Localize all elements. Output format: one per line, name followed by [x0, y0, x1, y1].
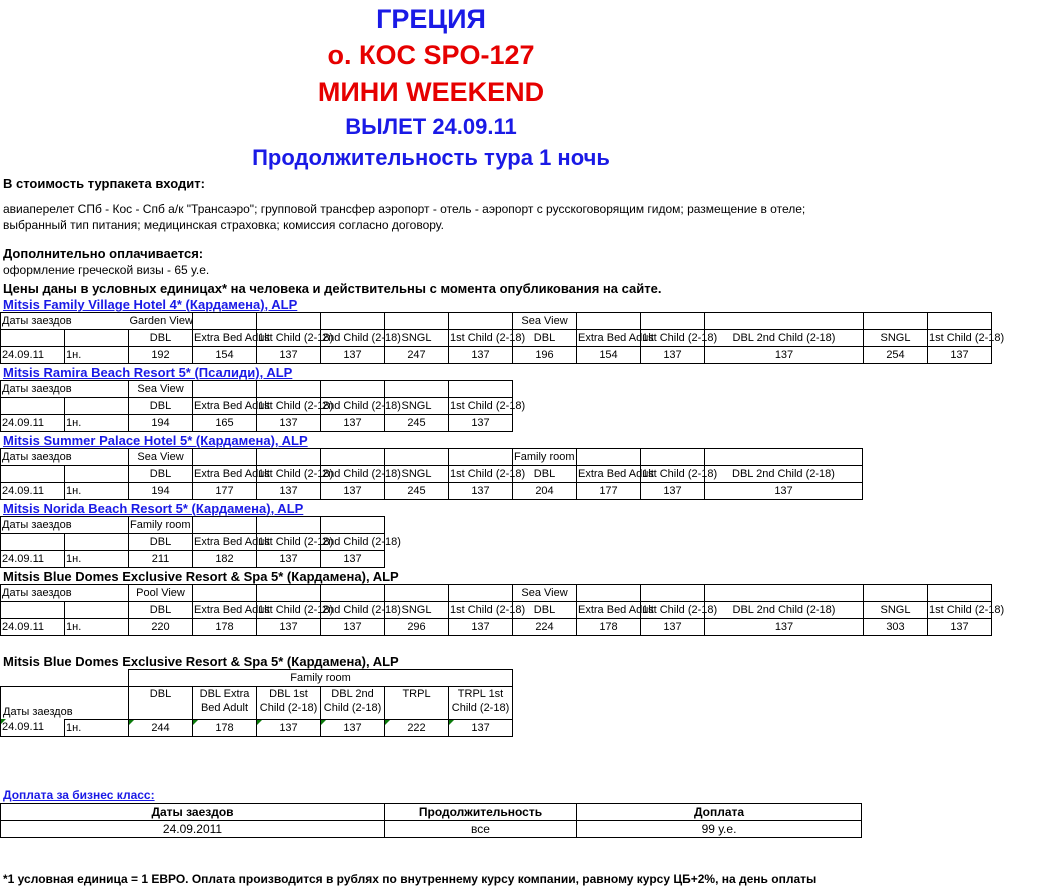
col-header: SNGL [385, 398, 449, 415]
col-header: Extra Bed Adult [193, 534, 257, 551]
arrival-date: 24.09.11 [1, 415, 65, 432]
col-header: Extra Bed Adult [577, 602, 641, 619]
price-cell: 137 [321, 719, 385, 736]
price-cell: 245 [385, 483, 449, 500]
col-header: DBL [129, 398, 193, 415]
price-cell: 303 [864, 619, 928, 636]
room-type: Pool View [129, 585, 193, 602]
room-type: Sea View [513, 585, 577, 602]
price-cell: 137 [449, 415, 513, 432]
price-cell: 182 [193, 551, 257, 568]
price-cell: 137 [257, 483, 321, 500]
visa-fee: оформление греческой визы - 65 у.е. [3, 263, 210, 277]
price-cell: 178 [193, 719, 257, 736]
col-header: DBL 2nd Child (2-18) [321, 687, 385, 720]
col-header: DBL 1st Child (2-18) [257, 687, 321, 720]
price-cell: 222 [385, 719, 449, 736]
price-cell: 137 [705, 347, 864, 364]
col-header: 2nd Child (2-18) [321, 534, 385, 551]
col-header: 1st Child (2-18) [928, 602, 992, 619]
price-cell: 296 [385, 619, 449, 636]
col-header: 2nd Child (2-18) [321, 330, 385, 347]
price-cell: 224 [513, 619, 577, 636]
price-cell: 137 [449, 719, 513, 736]
col-header: DBL [129, 687, 193, 720]
price-cell: 177 [577, 483, 641, 500]
col-header: 1st Child (2-18) [641, 466, 705, 483]
table-row [1, 821, 862, 838]
price-cell: 211 [129, 551, 193, 568]
col-header: 1st Child (2-18) [641, 330, 705, 347]
price-cell: 137 [257, 619, 321, 636]
price-table-2 [0, 380, 526, 432]
dates-label: Даты заездов [1, 517, 65, 534]
price-cell: 137 [321, 551, 385, 568]
hotel-link-2[interactable]: Mitsis Ramira Beach Resort 5* (Псалиди), ALP [3, 365, 293, 380]
price-cell: 137 [257, 347, 321, 364]
hotel-link-3[interactable]: Mitsis Summer Palace Hotel 5* (Кардамена), ALP [3, 433, 308, 448]
arrival-date: Даты заездов 24.09.11 [1, 719, 65, 736]
arrival-date: 24.09.11 [1, 551, 65, 568]
col-header: 1st Child (2-18) [257, 330, 321, 347]
price-cell: 247 [385, 347, 449, 364]
col-header: DBL 2nd Child (2-18) [705, 602, 864, 619]
col-header: 1st Child (2-18) [449, 330, 513, 347]
price-cell: 178 [193, 619, 257, 636]
col-header: 2nd Child (2-18) [321, 398, 385, 415]
table-row [1, 347, 992, 364]
room-type: Family room [513, 449, 577, 466]
col-header: 2nd Child (2-18) [321, 602, 385, 619]
room-type: Family room [129, 670, 513, 687]
price-cell: 177 [193, 483, 257, 500]
price-cell: 137 [641, 483, 705, 500]
col-header: 2nd Child (2-18) [321, 466, 385, 483]
price-table-3 [0, 448, 863, 500]
col-header: SNGL [385, 466, 449, 483]
dates-label: Даты заездов [1, 585, 65, 602]
col-header: DBL [129, 602, 193, 619]
room-type: Sea View [129, 449, 193, 466]
col-header: 1st Child (2-18) [928, 330, 992, 347]
included-line-2: выбранный тип питания; медицинская страховка; комиссия согласно договору. [3, 218, 444, 232]
price-cell: 137 [257, 415, 321, 432]
price-cell: 137 [449, 483, 513, 500]
price-cell: 137 [641, 347, 705, 364]
business-class-heading: Доплата за бизнес класс: [3, 788, 155, 802]
col-header: DBL [513, 602, 577, 619]
business-surcharge: 99 у.е. [577, 821, 862, 838]
price-cell: 137 [321, 415, 385, 432]
hotel-title-5: Mitsis Blue Domes Exclusive Resort & Spa 5* (Кардамена), ALP [3, 569, 399, 584]
nights: 1н. [65, 347, 129, 364]
col-header: 1st Child (2-18) [257, 466, 321, 483]
nights: 1н. [65, 415, 129, 432]
col-header: Доплата [577, 804, 862, 821]
included-line-1: авиаперелет СПб - Кос - Спб а/к "Трансаэро"; групповой трансфер аэропорт - отель - аэропорт с русскоговорящим гидом; размещение в отеле; [3, 202, 806, 216]
col-header: DBL [513, 330, 577, 347]
price-cell: 137 [321, 483, 385, 500]
table-row [1, 483, 863, 500]
hotel-title-6: Mitsis Blue Domes Exclusive Resort & Spa 5* (Кардамена), ALP [3, 654, 399, 669]
room-type: Garden View [129, 313, 193, 330]
col-header: 1st Child (2-18) [257, 534, 321, 551]
price-cell: 220 [129, 619, 193, 636]
table-row [1, 719, 513, 736]
nights: 1н. [65, 551, 129, 568]
price-cell: 194 [129, 415, 193, 432]
prices-note: Цены даны в условных единицах* на человека и действительны с момента опубликования на сайте. [3, 281, 662, 296]
program-title: МИНИ WEEKEND [317, 77, 545, 107]
price-table-5 [0, 584, 1005, 636]
price-cell: 137 [321, 619, 385, 636]
col-header: SNGL [864, 330, 928, 347]
col-header: Extra Bed Adult [193, 466, 257, 483]
nights: 1н. [65, 483, 129, 500]
table-row [1, 551, 385, 568]
price-cell: 254 [864, 347, 928, 364]
price-cell: 178 [577, 619, 641, 636]
extra-heading: Дополнительно оплачивается: [3, 246, 204, 261]
price-cell: 137 [321, 347, 385, 364]
room-type: Family room [129, 517, 193, 534]
col-header: Extra Bed Adult [193, 398, 257, 415]
price-cell: 137 [928, 619, 992, 636]
hotel-link-4[interactable]: Mitsis Norida Beach Resort 5* (Кардамена), ALP [3, 501, 304, 516]
col-header: 1st Child (2-18) [449, 466, 513, 483]
price-cell: 194 [129, 483, 193, 500]
col-header: DBL 2nd Child (2-18) [705, 466, 863, 483]
col-header: SNGL [385, 330, 449, 347]
col-header: 1st Child (2-18) [449, 602, 513, 619]
currency-footnote: *1 условная единица = 1 ЕВРО. Оплата производится в рублях по внутреннему курсу компании, равному курсу ЦБ+2%, на день оплаты [3, 872, 817, 886]
price-cell: 245 [385, 415, 449, 432]
price-cell: 137 [705, 619, 864, 636]
duration-title: Продолжительность тура 1 ночь [252, 145, 610, 170]
col-header: Даты заездов [1, 804, 385, 821]
price-cell: 137 [449, 619, 513, 636]
col-header: SNGL [864, 602, 928, 619]
price-cell: 137 [641, 619, 705, 636]
arrival-date: 24.09.11 [1, 483, 65, 500]
dates-label: Даты заездов [1, 313, 65, 330]
price-table-6 [0, 669, 513, 737]
col-header: TRPL [385, 687, 449, 720]
col-header: SNGL [385, 602, 449, 619]
arrival-date: 24.09.11 [1, 619, 65, 636]
col-header: DBL [129, 534, 193, 551]
country-title: ГРЕЦИЯ [376, 4, 486, 34]
table-row [1, 619, 992, 636]
room-type: Sea View [129, 381, 193, 398]
business-duration: все [385, 821, 577, 838]
dates-label: Даты заездов [1, 449, 65, 466]
hotel-link-1[interactable]: Mitsis Family Village Hotel 4* (Кардамена), ALP [3, 297, 298, 312]
price-cell: 154 [577, 347, 641, 364]
col-header: Extra Bed Adult [577, 330, 641, 347]
col-header: TRPL 1st Child (2-18) [449, 687, 513, 720]
arrival-date: 24.09.11 [1, 347, 65, 364]
island-title: о. КОС SPO-127 [327, 40, 535, 70]
col-header: 1st Child (2-18) [257, 398, 321, 415]
price-cell: 196 [513, 347, 577, 364]
col-header: 1st Child (2-18) [449, 398, 513, 415]
price-cell: 165 [193, 415, 257, 432]
room-type: Sea View [513, 313, 577, 330]
departure-title: ВЫЛЕТ 24.09.11 [345, 114, 517, 139]
col-header: DBL [129, 466, 193, 483]
price-table-4 [0, 516, 401, 568]
price-cell: 137 [257, 551, 321, 568]
col-header: DBL 2nd Child (2-18) [705, 330, 864, 347]
price-cell: 137 [257, 719, 321, 736]
price-cell: 137 [449, 347, 513, 364]
price-cell: 192 [129, 347, 193, 364]
table-row [1, 415, 513, 432]
col-header: Продолжительность [385, 804, 577, 821]
price-cell: 204 [513, 483, 577, 500]
price-table-1 [0, 312, 1005, 364]
col-header: DBL [129, 330, 193, 347]
col-header: DBL Extra Bed Adult [193, 687, 257, 720]
price-cell: 137 [705, 483, 863, 500]
nights: 1н. [65, 719, 129, 736]
price-cell: 154 [193, 347, 257, 364]
price-cell: 137 [928, 347, 992, 364]
dates-label: Даты заездов [1, 381, 65, 398]
col-header: 1st Child (2-18) [641, 602, 705, 619]
nights: 1н. [65, 619, 129, 636]
col-header: Extra Bed Adult [193, 602, 257, 619]
col-header: Extra Bed Adult [193, 330, 257, 347]
col-header: Extra Bed Adult [577, 466, 641, 483]
business-date: 24.09.2011 [1, 821, 385, 838]
included-heading: В стоимость турпакета входит: [3, 176, 205, 191]
col-header: 1st Child (2-18) [257, 602, 321, 619]
price-cell: 244 [129, 719, 193, 736]
col-header: DBL [513, 466, 577, 483]
business-class-table [0, 803, 862, 838]
